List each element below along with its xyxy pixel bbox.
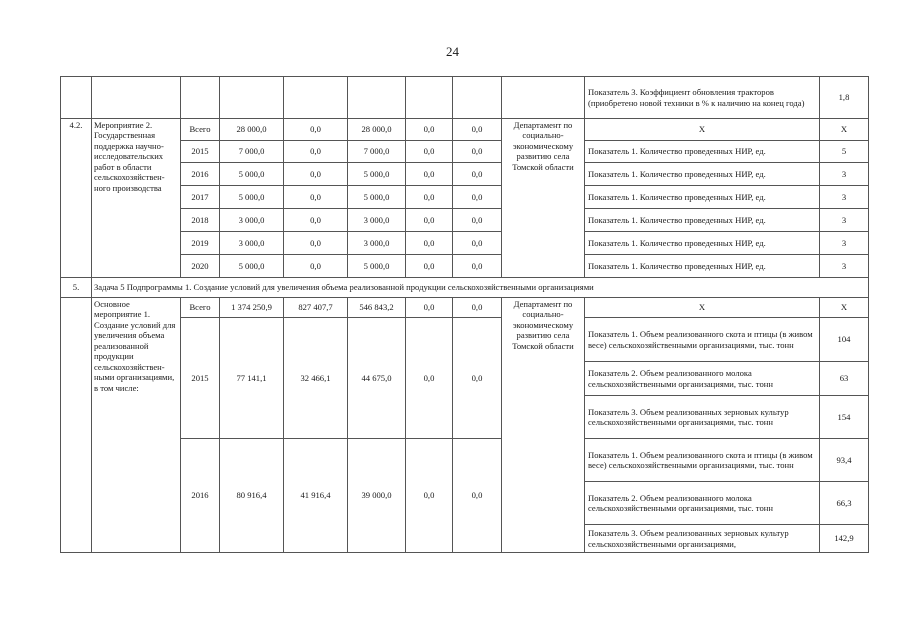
year-cell: 2019 bbox=[181, 232, 220, 255]
local-cell: 0,0 bbox=[406, 119, 453, 141]
regional-cell: 39 000,0 bbox=[348, 439, 406, 553]
indicator-value: 3 bbox=[820, 232, 869, 255]
table-row bbox=[61, 209, 869, 232]
local-cell: 0,0 bbox=[406, 163, 453, 186]
regional-cell: 44 675,0 bbox=[348, 318, 406, 439]
program-table bbox=[60, 76, 869, 553]
indicator-cell: Показатель 1. Количество проведенных НИР, ед. bbox=[585, 255, 820, 278]
table-row bbox=[61, 439, 869, 482]
other-cell: 0,0 bbox=[453, 141, 502, 163]
table-row bbox=[61, 163, 869, 186]
other-cell: 0,0 bbox=[453, 439, 502, 553]
regional-cell: 28 000,0 bbox=[348, 119, 406, 141]
other-cell: 0,0 bbox=[453, 186, 502, 209]
federal-cell: 32 466,1 bbox=[284, 318, 348, 439]
indicator-value: 66,3 bbox=[820, 482, 869, 525]
total-cell: 3 000,0 bbox=[220, 232, 284, 255]
total-cell: 5 000,0 bbox=[220, 186, 284, 209]
year-cell: 2016 bbox=[181, 163, 220, 186]
indicator-cell: Показатель 2. Объем реализованного молока сельскохозяйственными организациями, тыс. тонн bbox=[585, 362, 820, 396]
federal-cell: 0,0 bbox=[284, 163, 348, 186]
year-cell: 2015 bbox=[181, 318, 220, 439]
row-number: 5. bbox=[61, 278, 92, 298]
local-cell: 0,0 bbox=[406, 255, 453, 278]
total-cell: 3 000,0 bbox=[220, 209, 284, 232]
indicator-value: 3 bbox=[820, 186, 869, 209]
table-row bbox=[61, 77, 869, 119]
indicator-cell: Показатель 3. Объем реализованных зерновых культур сельскохозяйственными организациями, тыс. тонн bbox=[585, 396, 820, 439]
year-cell: 2016 bbox=[181, 439, 220, 553]
indicator-value: 154 bbox=[820, 396, 869, 439]
indicator-cell: Показатель 1. Объем реализованного скота и птицы (в живом весе) сельскохозяйственными организациями, тыс. тонн bbox=[585, 318, 820, 362]
other-cell: 0,0 bbox=[453, 119, 502, 141]
regional-cell: 5 000,0 bbox=[348, 186, 406, 209]
local-cell: 0,0 bbox=[406, 439, 453, 553]
regional-cell: 7 000,0 bbox=[348, 141, 406, 163]
federal-cell: 827 407,7 bbox=[284, 298, 348, 318]
year-cell: Всего bbox=[181, 298, 220, 318]
regional-cell: 5 000,0 bbox=[348, 163, 406, 186]
measure-name: Основное мероприятие 1. Создание условий для увеличения объема реализованной продукции сельскохозяйствен-ными организациями, в том числе: bbox=[92, 298, 181, 553]
indicator-value: 3 bbox=[820, 163, 869, 186]
table-row bbox=[61, 119, 869, 141]
indicator-cell: Показатель 1. Количество проведенных НИР, ед. bbox=[585, 163, 820, 186]
indicator-cell: X bbox=[585, 298, 820, 318]
table-row bbox=[61, 278, 869, 298]
indicator-cell: Показатель 3. Коэффициент обновления тракторов (приобретено новой техники в % к наличию на конец года) bbox=[585, 77, 820, 119]
table-row bbox=[61, 298, 869, 318]
task-title: Задача 5 Подпрограммы 1. Создание условий для увеличения объема реализованной продукции сельскохозяйственными организациями bbox=[92, 278, 869, 298]
measure-name: Мероприятие 2. Государственная поддержка научно-исследовательских работ в области сельскохозяйствен-ного производства bbox=[92, 119, 181, 278]
local-cell: 0,0 bbox=[406, 141, 453, 163]
local-cell: 0,0 bbox=[406, 186, 453, 209]
indicator-value: X bbox=[820, 119, 869, 141]
federal-cell: 0,0 bbox=[284, 255, 348, 278]
indicator-value: 93,4 bbox=[820, 439, 869, 482]
other-cell: 0,0 bbox=[453, 163, 502, 186]
total-cell: 7 000,0 bbox=[220, 141, 284, 163]
year-cell: Всего bbox=[181, 119, 220, 141]
total-cell: 28 000,0 bbox=[220, 119, 284, 141]
regional-cell: 3 000,0 bbox=[348, 232, 406, 255]
indicator-cell: Показатель 1. Количество проведенных НИР, ед. bbox=[585, 186, 820, 209]
other-cell: 0,0 bbox=[453, 232, 502, 255]
year-cell: 2015 bbox=[181, 141, 220, 163]
indicator-value: 142,9 bbox=[820, 525, 869, 553]
indicator-cell: Показатель 1. Количество проведенных НИР, ед. bbox=[585, 209, 820, 232]
local-cell: 0,0 bbox=[406, 318, 453, 439]
indicator-cell: Показатель 1. Количество проведенных НИР, ед. bbox=[585, 141, 820, 163]
page-number: 24 bbox=[446, 44, 459, 59]
regional-cell: 546 843,2 bbox=[348, 298, 406, 318]
local-cell: 0,0 bbox=[406, 232, 453, 255]
regional-cell: 3 000,0 bbox=[348, 209, 406, 232]
indicator-value: 3 bbox=[820, 255, 869, 278]
indicator-value: 63 bbox=[820, 362, 869, 396]
executor: Департамент по социально-экономическому развитию села Томской области bbox=[502, 298, 585, 553]
indicator-value: 1,8 bbox=[820, 77, 869, 119]
indicator-cell: Показатель 1. Количество проведенных НИР, ед. bbox=[585, 232, 820, 255]
year-cell: 2020 bbox=[181, 255, 220, 278]
total-cell: 80 916,4 bbox=[220, 439, 284, 553]
indicator-cell: Показатель 3. Объем реализованных зерновых культур сельскохозяйственными организациями, bbox=[585, 525, 820, 553]
indicator-value: X bbox=[820, 298, 869, 318]
local-cell: 0,0 bbox=[406, 209, 453, 232]
indicator-value: 3 bbox=[820, 209, 869, 232]
total-cell: 1 374 250,9 bbox=[220, 298, 284, 318]
indicator-cell: X bbox=[585, 119, 820, 141]
indicator-cell: Показатель 2. Объем реализованного молока сельскохозяйственными организациями, тыс. тонн bbox=[585, 482, 820, 525]
total-cell: 5 000,0 bbox=[220, 163, 284, 186]
table-row bbox=[61, 318, 869, 362]
table-row bbox=[61, 255, 869, 278]
table-row bbox=[61, 232, 869, 255]
federal-cell: 0,0 bbox=[284, 119, 348, 141]
indicator-value: 104 bbox=[820, 318, 869, 362]
local-cell: 0,0 bbox=[406, 298, 453, 318]
federal-cell: 0,0 bbox=[284, 209, 348, 232]
indicator-value: 5 bbox=[820, 141, 869, 163]
other-cell: 0,0 bbox=[453, 255, 502, 278]
total-cell: 77 141,1 bbox=[220, 318, 284, 439]
federal-cell: 0,0 bbox=[284, 232, 348, 255]
indicator-cell: Показатель 1. Объем реализованного скота и птицы (в живом весе) сельскохозяйственными организациями, тыс. тонн bbox=[585, 439, 820, 482]
table-row bbox=[61, 141, 869, 163]
other-cell: 0,0 bbox=[453, 318, 502, 439]
federal-cell: 0,0 bbox=[284, 141, 348, 163]
row-number: 4.2. bbox=[61, 119, 92, 278]
federal-cell: 0,0 bbox=[284, 186, 348, 209]
regional-cell: 5 000,0 bbox=[348, 255, 406, 278]
total-cell: 5 000,0 bbox=[220, 255, 284, 278]
other-cell: 0,0 bbox=[453, 209, 502, 232]
executor: Департамент по социально-экономическому развитию села Томской области bbox=[502, 119, 585, 278]
federal-cell: 41 916,4 bbox=[284, 439, 348, 553]
year-cell: 2018 bbox=[181, 209, 220, 232]
other-cell: 0,0 bbox=[453, 298, 502, 318]
year-cell: 2017 bbox=[181, 186, 220, 209]
table-row bbox=[61, 186, 869, 209]
